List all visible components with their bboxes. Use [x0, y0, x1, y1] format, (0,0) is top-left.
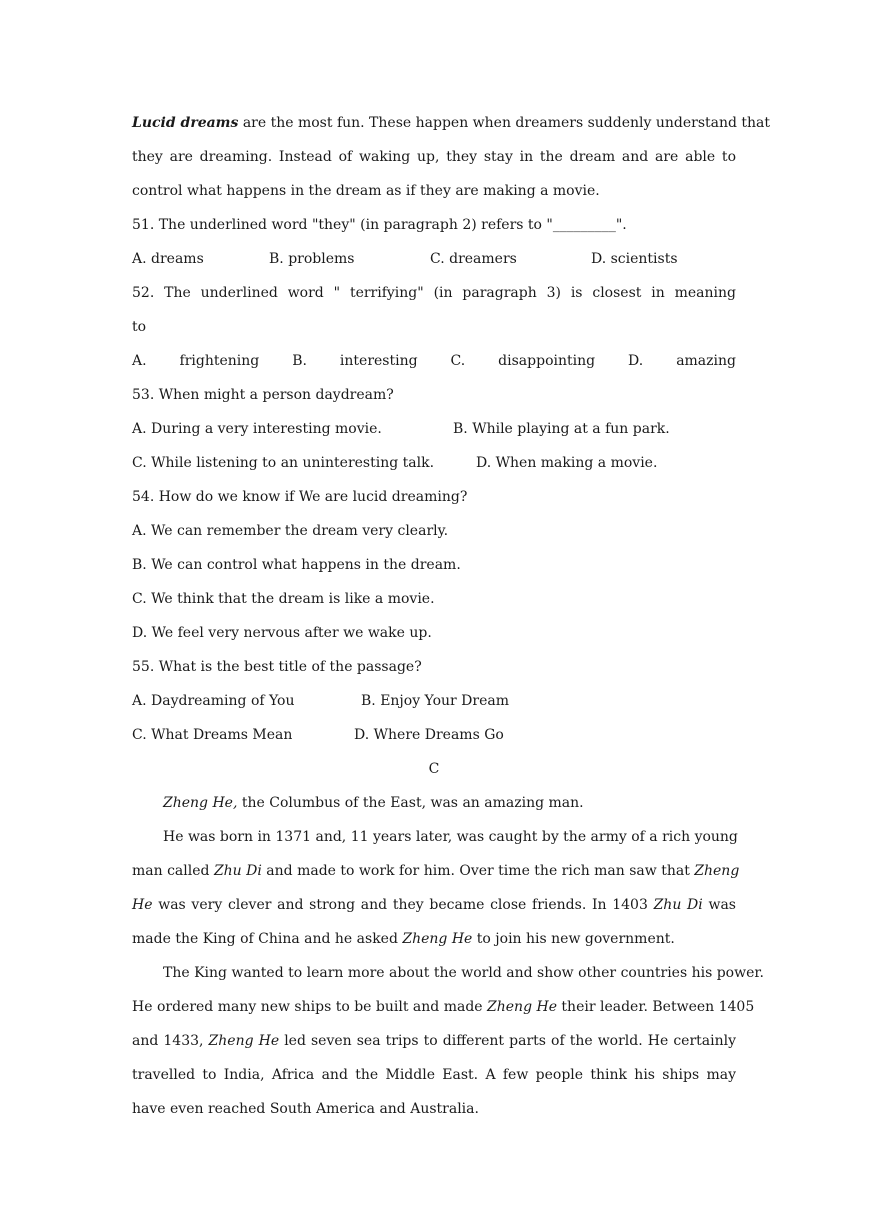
option-55-b: B. Enjoy Your Dream — [361, 693, 509, 709]
option-55-a: A. Daydreaming of You — [132, 693, 295, 709]
question-52-options — [132, 344, 736, 378]
section-c-paragraph-1: Zheng He, the Columbus of the East, was an amazing man. — [163, 795, 584, 811]
zheng-he-name: Zheng He, — [163, 795, 238, 811]
lucid-line-2: they are dreaming. Instead of waking up, they stay in the dream and are able to — [132, 149, 736, 165]
question-53-options-row-2 — [132, 446, 736, 480]
question-51-options — [132, 242, 736, 276]
question-55-options-row-1 — [132, 684, 736, 718]
section-c-p2-line-1: He was born in 1371 and, 11 years later, was caught by the army of a rich young — [163, 829, 738, 845]
section-c-p3-line-4: travelled to India, Africa and the Middle East. A few people think his ships may — [132, 1067, 736, 1083]
lucid-line-1: Lucid dreams are the most fun. These happen when dreamers suddenly understand that — [132, 115, 771, 131]
option-51-c: C. dreamers — [430, 251, 517, 267]
section-c-p3-line-1: The King wanted to learn more about the world and show other countries his power. — [163, 965, 764, 981]
option-54-d: D. We feel very nervous after we wake up. — [132, 625, 432, 641]
question-55-options-row-2 — [132, 718, 736, 752]
option-51-a: A. dreams — [132, 251, 204, 267]
option-53-c: C. While listening to an uninteresting talk. — [132, 455, 435, 471]
question-53-options-row-1 — [132, 412, 736, 446]
section-c-p2-line-3: He was very clever and strong and they became close friends. In 1403 Zhu Di was — [132, 897, 736, 913]
question-54-stem: 54. How do we know if We are lucid dreaming? — [132, 489, 468, 505]
section-c-p3-line-3: and 1433, Zheng He led seven sea trips to different parts of the world. He certainly — [132, 1033, 736, 1049]
option-52-b: B. interesting — [292, 353, 418, 369]
question-55-stem: 55. What is the best title of the passage? — [132, 659, 422, 675]
lucid-line-3: control what happens in the dream as if they are making a movie. — [132, 183, 600, 199]
option-52-d: D. amazing — [628, 353, 736, 369]
option-55-c: C. What Dreams Mean — [132, 727, 293, 743]
option-54-c: C. We think that the dream is like a movie. — [132, 591, 435, 607]
option-51-b: B. problems — [269, 251, 355, 267]
option-53-d: D. When making a movie. — [476, 455, 658, 471]
option-54-a: A. We can remember the dream very clearly. — [132, 523, 449, 539]
lucid-term: Lucid dreams — [132, 115, 239, 131]
section-c-p2-line-2: man called Zhu Di and made to work for him. Over time the rich man saw that Zheng — [132, 863, 740, 879]
section-c-p2-line-4: made the King of China and he asked Zheng He to join his new government. — [132, 931, 675, 947]
section-c-p3-line-5: have even reached South America and Australia. — [132, 1101, 479, 1117]
option-53-a: A. During a very interesting movie. — [132, 421, 382, 437]
option-55-d: D. Where Dreams Go — [354, 727, 504, 743]
question-52-stem-cont: to — [132, 319, 147, 335]
option-52-c: C. disappointing — [450, 353, 596, 369]
section-c-heading: C — [428, 761, 440, 777]
option-51-d: D. scientists — [591, 251, 678, 267]
option-54-b: B. We can control what happens in the dream. — [132, 557, 461, 573]
question-51-stem: 51. The underlined word "they" (in paragraph 2) refers to "_________". — [132, 217, 627, 233]
section-c-p3-line-2: He ordered many new ships to be built and made Zheng He their leader. Between 1405 — [132, 999, 755, 1015]
option-52-a: A. frightening — [132, 353, 260, 369]
question-52-stem: 52. The underlined word " terrifying" (in paragraph 3) is closest in meaning — [132, 285, 736, 301]
document-page — [132, 106, 771, 1126]
question-53-stem: 53. When might a person daydream? — [132, 387, 394, 403]
option-53-b: B. While playing at a fun park. — [453, 421, 670, 437]
